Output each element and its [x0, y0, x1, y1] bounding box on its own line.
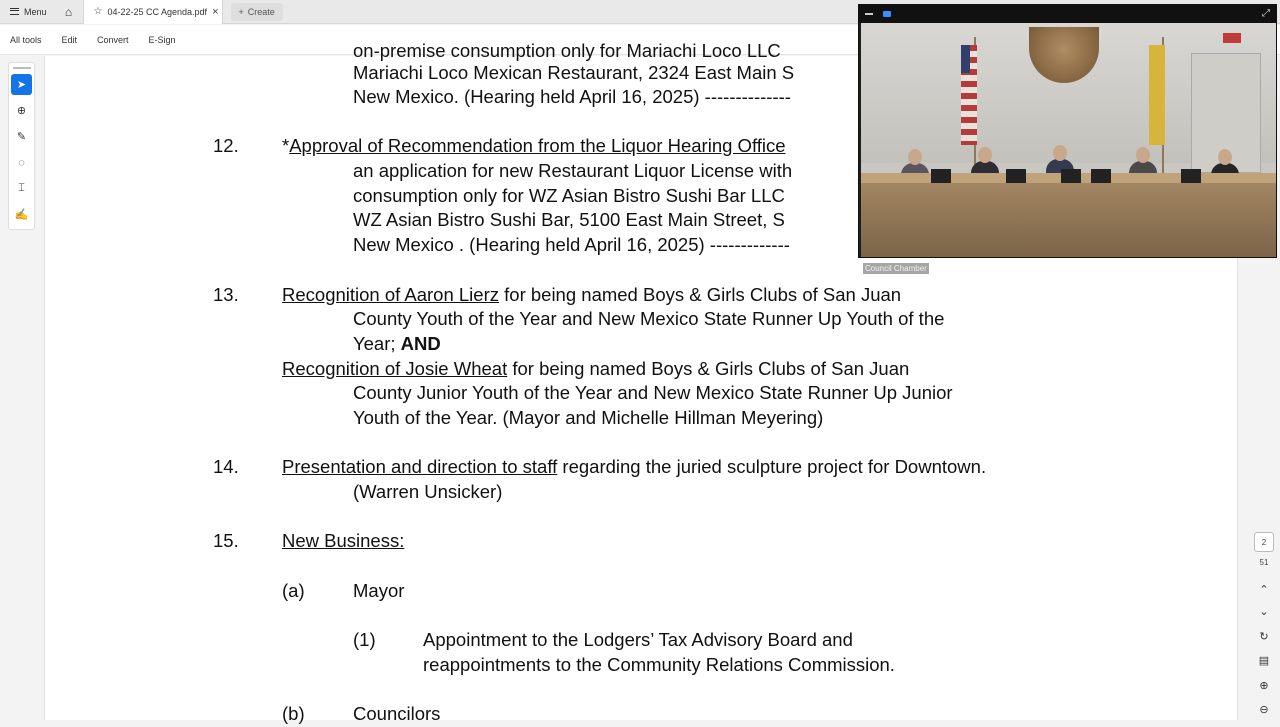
- item12-line1: an application for new Restaurant Liquor License with: [353, 160, 793, 181]
- total-pages: 51: [1259, 558, 1269, 567]
- stream-icon[interactable]: [883, 11, 891, 17]
- home-icon: ⌂: [64, 4, 73, 19]
- monitor: [1061, 169, 1081, 183]
- exit-sign: [1223, 33, 1241, 43]
- us-flag-image: [961, 45, 977, 145]
- monitor: [1181, 169, 1201, 183]
- rail-grip[interactable]: [13, 67, 31, 69]
- item14-heading: [282, 455, 986, 480]
- item13-line-b2: County Junior Youth of the Year and New Mexico State Runner Up Junior: [353, 382, 953, 403]
- edit-button[interactable]: Edit: [61, 34, 78, 45]
- item15-title: New Business:: [282, 530, 405, 551]
- item15a-label: (a): [282, 580, 305, 601]
- hamburger-icon: [10, 8, 19, 15]
- expand-icon[interactable]: ⤢: [1262, 8, 1270, 19]
- zoom-out-icon[interactable]: ⊖: [1259, 703, 1269, 716]
- item12-line2: consumption only for WZ Asian Bistro Sushi Bar LLC: [353, 185, 785, 206]
- select-cursor-icon[interactable]: ➤: [11, 74, 32, 95]
- item12-star: *: [282, 135, 290, 156]
- item15b-label: (b): [282, 703, 305, 724]
- item15a1-line2: reappointments to the Community Relations Commission.: [423, 654, 895, 675]
- lasso-icon[interactable]: ◌: [18, 156, 25, 169]
- zoom-in-icon[interactable]: ⊕: [1259, 679, 1269, 692]
- item13-and: AND: [400, 333, 441, 354]
- monitor: [1091, 169, 1111, 183]
- tab-title: 04-22-25 CC Agenda.pdf: [107, 6, 208, 17]
- quick-tools-rail: [8, 62, 35, 230]
- item11-line1: Mariachi Loco Mexican Restaurant, 2324 East Main S: [353, 62, 795, 83]
- video-player[interactable]: [858, 4, 1277, 273]
- item15b-text: Councilors: [353, 703, 441, 724]
- item11-line2: New Mexico. (Hearing held April 16, 2025) --------------: [353, 86, 791, 107]
- page-down-icon[interactable]: ⌄: [1259, 605, 1269, 618]
- item13-heading-b: [282, 357, 909, 382]
- menu-button[interactable]: [0, 0, 55, 24]
- monitor: [1006, 169, 1026, 183]
- item13-rest-b: for being named Boys & Girls Clubs of San Juan: [507, 358, 910, 379]
- item13-line-b3: Youth of the Year. (Mayor and Michelle Hillman Meyering): [353, 407, 824, 428]
- convert-button[interactable]: Convert: [97, 34, 129, 45]
- home-button[interactable]: [55, 0, 83, 24]
- current-page-input[interactable]: 2: [1254, 532, 1274, 552]
- pen-icon[interactable]: ✎: [16, 131, 27, 143]
- council-dais: [861, 173, 1276, 257]
- item12-line4: New Mexico . (Hearing held April 16, 2025) -------------: [353, 234, 790, 255]
- page-up-icon[interactable]: ⌃: [1259, 583, 1269, 596]
- monitor: [931, 169, 951, 183]
- menu-label: Menu: [24, 6, 47, 17]
- item15a1-label: (1): [353, 629, 376, 650]
- item12-line3: WZ Asian Bistro Sushi Bar, 5100 East Main Street, S: [353, 209, 785, 230]
- comment-zoom-icon[interactable]: ⊕: [16, 105, 27, 117]
- item12-title: Approval of Recommendation from the Liquor Hearing Office: [289, 135, 786, 156]
- item13-number: 13.: [213, 284, 239, 305]
- create-label: Create: [247, 6, 275, 17]
- item13-rest-a: for being named Boys & Girls Clubs of San Juan: [499, 284, 902, 305]
- esign-button[interactable]: E-Sign: [148, 34, 176, 45]
- item13-title-a: Recognition of Aaron Lierz: [282, 284, 499, 305]
- item15a-text: Mayor: [353, 580, 405, 601]
- item15-number: 15.: [213, 530, 239, 551]
- item14-title: Presentation and direction to staff: [282, 456, 558, 477]
- plus-icon: +: [238, 6, 244, 17]
- all-tools-button[interactable]: All tools: [10, 34, 42, 45]
- item15a1-line1: Appointment to the Lodgers’ Tax Advisory Board and: [423, 629, 853, 650]
- item13-year-text: Year;: [353, 333, 401, 354]
- page-thumbnail-icon[interactable]: ▤: [1258, 654, 1270, 667]
- council-chamber-video: [861, 23, 1276, 273]
- item12-heading: [282, 134, 786, 159]
- document-tab[interactable]: [83, 0, 223, 24]
- item14-line2: (Warren Unsicker): [353, 481, 503, 502]
- page-navigation-rail: [1248, 530, 1280, 720]
- stamp-icon[interactable]: ✍: [14, 209, 29, 221]
- item14-rest: regarding the juried sculpture project for Downtown.: [557, 456, 987, 477]
- create-button[interactable]: [231, 3, 283, 21]
- star-icon[interactable]: ☆: [93, 6, 103, 17]
- text-select-icon[interactable]: ⌶: [18, 182, 25, 194]
- close-icon[interactable]: ×: [212, 5, 219, 18]
- item13-line-a2: County Youth of the Year and New Mexico State Runner Up Youth of the: [353, 308, 945, 329]
- minimize-icon[interactable]: [865, 13, 873, 15]
- video-titlebar: [859, 5, 1276, 23]
- refresh-icon[interactable]: ↻: [1259, 630, 1269, 643]
- item12-number: 12.: [213, 135, 239, 156]
- item13-heading-a: [282, 283, 901, 308]
- item13-title-b: Recognition of Josie Wheat: [282, 358, 508, 379]
- item11-line-top: on-premise consumption only for Mariachi Loco LLC: [353, 40, 781, 61]
- item13-line-a3: [353, 332, 441, 357]
- item14-number: 14.: [213, 456, 239, 477]
- video-location-label: Council Chamber: [865, 264, 927, 273]
- nm-flag-image: [1149, 45, 1165, 145]
